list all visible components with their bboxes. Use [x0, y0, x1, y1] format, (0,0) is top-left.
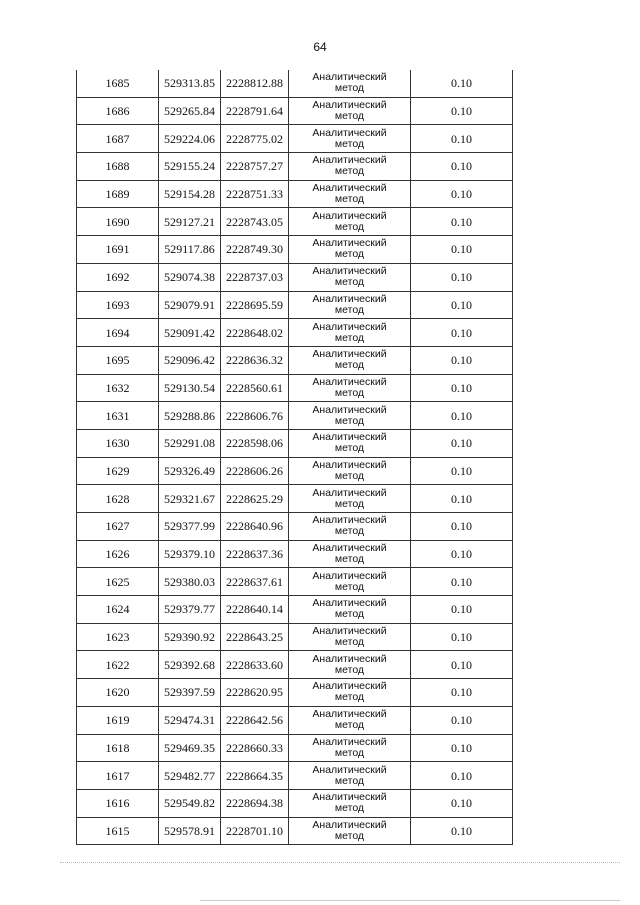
accuracy-cell: 0.10 [411, 679, 513, 707]
accuracy-cell: 0.10 [411, 817, 513, 845]
method-line-1: Аналитический [312, 818, 387, 831]
point-number-cell: 1623 [77, 623, 159, 651]
accuracy-cell: 0.10 [411, 153, 513, 181]
x-coordinate-cell: 529482.77 [159, 762, 221, 790]
point-number-cell: 1695 [77, 346, 159, 374]
method-line-1: Аналитический [312, 542, 387, 555]
table-row [77, 208, 513, 236]
x-coordinate-cell: 529155.24 [159, 153, 221, 181]
table-row [77, 734, 513, 762]
table-row [77, 540, 513, 568]
coordinates-table-body [77, 70, 513, 845]
method-line-1: Аналитический [312, 625, 387, 638]
point-number-cell: 1617 [77, 762, 159, 790]
accuracy-cell: 0.10 [411, 762, 513, 790]
table-row [77, 291, 513, 319]
y-coordinate-cell: 2228664.35 [221, 762, 289, 790]
method-line-2: метод [334, 802, 365, 815]
x-coordinate-cell: 529074.38 [159, 263, 221, 291]
table-row [77, 485, 513, 513]
accuracy-cell: 0.10 [411, 402, 513, 430]
y-coordinate-cell: 2228560.61 [221, 374, 289, 402]
method-cell [289, 319, 411, 347]
y-coordinate-cell: 2228637.36 [221, 540, 289, 568]
y-coordinate-cell: 2228737.03 [221, 263, 289, 291]
table-row [77, 374, 513, 402]
x-coordinate-cell: 529578.91 [159, 817, 221, 845]
x-coordinate-cell: 529390.92 [159, 623, 221, 651]
point-number-cell: 1693 [77, 291, 159, 319]
accuracy-cell: 0.10 [411, 346, 513, 374]
accuracy-cell: 0.10 [411, 623, 513, 651]
y-coordinate-cell: 2228743.05 [221, 208, 289, 236]
table-row [77, 97, 513, 125]
method-line-2: метод [334, 248, 365, 261]
method-cell [289, 623, 411, 651]
method-cell [289, 346, 411, 374]
accuracy-cell: 0.10 [411, 125, 513, 153]
x-coordinate-cell: 529397.59 [159, 679, 221, 707]
method-line-1: Аналитический [312, 431, 387, 444]
point-number-cell: 1620 [77, 679, 159, 707]
y-coordinate-cell: 2228606.26 [221, 457, 289, 485]
method-line-2: метод [334, 580, 365, 593]
y-coordinate-cell: 2228694.38 [221, 789, 289, 817]
method-line-2: метод [334, 525, 365, 538]
method-line-1: Аналитический [312, 320, 387, 333]
table-row [77, 623, 513, 651]
point-number-cell: 1627 [77, 513, 159, 541]
page-number: 64 [313, 40, 327, 54]
table-row [77, 651, 513, 679]
method-line-1: Аналитический [312, 403, 387, 416]
method-line-2: метод [334, 691, 365, 704]
accuracy-cell: 0.10 [411, 651, 513, 679]
method-line-1: Аналитический [312, 182, 387, 195]
method-line-1: Аналитический [312, 458, 387, 471]
accuracy-cell: 0.10 [411, 596, 513, 624]
point-number-cell: 1631 [77, 402, 159, 430]
method-line-2: метод [334, 137, 365, 150]
method-line-1: Аналитический [312, 735, 387, 748]
method-line-2: метод [334, 746, 365, 759]
method-cell [289, 596, 411, 624]
method-line-2: метод [334, 414, 365, 427]
accuracy-cell: 0.10 [411, 374, 513, 402]
method-line-1: Аналитический [312, 763, 387, 776]
accuracy-cell: 0.10 [411, 70, 513, 97]
x-coordinate-cell: 529377.99 [159, 513, 221, 541]
table-row [77, 789, 513, 817]
x-coordinate-cell: 529474.31 [159, 706, 221, 734]
table-row [77, 457, 513, 485]
x-coordinate-cell: 529392.68 [159, 651, 221, 679]
y-coordinate-cell: 2228620.95 [221, 679, 289, 707]
x-coordinate-cell: 529265.84 [159, 97, 221, 125]
table-row [77, 263, 513, 291]
accuracy-cell: 0.10 [411, 540, 513, 568]
table-row [77, 513, 513, 541]
method-cell [289, 679, 411, 707]
method-line-1: Аналитический [312, 265, 387, 278]
y-coordinate-cell: 2228643.25 [221, 623, 289, 651]
method-line-1: Аналитический [312, 652, 387, 665]
accuracy-cell: 0.10 [411, 236, 513, 264]
method-cell [289, 485, 411, 513]
x-coordinate-cell: 529469.35 [159, 734, 221, 762]
accuracy-cell: 0.10 [411, 208, 513, 236]
method-line-1: Аналитический [312, 154, 387, 167]
method-line-1: Аналитический [312, 680, 387, 693]
x-coordinate-cell: 529127.21 [159, 208, 221, 236]
x-coordinate-cell: 529291.08 [159, 429, 221, 457]
point-number-cell: 1632 [77, 374, 159, 402]
method-line-2: метод [334, 276, 365, 289]
coordinates-table [76, 70, 513, 845]
method-line-1: Аналитический [312, 514, 387, 527]
method-line-1: Аналитический [312, 375, 387, 388]
y-coordinate-cell: 2228625.29 [221, 485, 289, 513]
method-cell [289, 817, 411, 845]
x-coordinate-cell: 529321.67 [159, 485, 221, 513]
accuracy-cell: 0.10 [411, 485, 513, 513]
method-line-2: метод [334, 359, 365, 372]
x-coordinate-cell: 529096.42 [159, 346, 221, 374]
point-number-cell: 1619 [77, 706, 159, 734]
y-coordinate-cell: 2228633.60 [221, 651, 289, 679]
y-coordinate-cell: 2228642.56 [221, 706, 289, 734]
accuracy-cell: 0.10 [411, 429, 513, 457]
x-coordinate-cell: 529549.82 [159, 789, 221, 817]
x-coordinate-cell: 529091.42 [159, 319, 221, 347]
method-line-2: метод [334, 165, 365, 178]
table-row [77, 762, 513, 790]
point-number-cell: 1694 [77, 319, 159, 347]
method-cell [289, 540, 411, 568]
method-line-2: метод [334, 636, 365, 649]
method-line-2: метод [334, 774, 365, 787]
method-cell [289, 374, 411, 402]
method-line-1: Аналитический [312, 209, 387, 222]
method-cell [289, 568, 411, 596]
x-coordinate-cell: 529288.86 [159, 402, 221, 430]
accuracy-cell: 0.10 [411, 706, 513, 734]
method-cell [289, 97, 411, 125]
x-coordinate-cell: 529380.03 [159, 568, 221, 596]
point-number-cell: 1630 [77, 429, 159, 457]
table-row [77, 70, 513, 97]
y-coordinate-cell: 2228695.59 [221, 291, 289, 319]
method-line-2: метод [334, 553, 365, 566]
accuracy-cell: 0.10 [411, 789, 513, 817]
method-line-2: метод [334, 497, 365, 510]
table-row [77, 319, 513, 347]
method-cell [289, 402, 411, 430]
method-line-1: Аналитический [312, 486, 387, 499]
accuracy-cell: 0.10 [411, 263, 513, 291]
point-number-cell: 1624 [77, 596, 159, 624]
point-number-cell: 1686 [77, 97, 159, 125]
method-line-1: Аналитический [312, 569, 387, 582]
table-row [77, 817, 513, 845]
accuracy-cell: 0.10 [411, 291, 513, 319]
table-row [77, 236, 513, 264]
method-cell [289, 734, 411, 762]
method-cell [289, 125, 411, 153]
x-coordinate-cell: 529379.10 [159, 540, 221, 568]
method-cell [289, 457, 411, 485]
accuracy-cell: 0.10 [411, 568, 513, 596]
method-line-1: Аналитический [312, 708, 387, 721]
method-cell [289, 291, 411, 319]
y-coordinate-cell: 2228749.30 [221, 236, 289, 264]
y-coordinate-cell: 2228757.27 [221, 153, 289, 181]
x-coordinate-cell: 529117.86 [159, 236, 221, 264]
x-coordinate-cell: 529079.91 [159, 291, 221, 319]
scan-artifact-line [200, 900, 620, 902]
method-line-2: метод [334, 386, 365, 399]
x-coordinate-cell: 529379.77 [159, 596, 221, 624]
method-cell [289, 706, 411, 734]
method-line-2: метод [334, 82, 365, 95]
point-number-cell: 1692 [77, 263, 159, 291]
y-coordinate-cell: 2228640.96 [221, 513, 289, 541]
accuracy-cell: 0.10 [411, 734, 513, 762]
method-line-1: Аналитический [312, 99, 387, 112]
point-number-cell: 1625 [77, 568, 159, 596]
method-line-1: Аналитический [312, 791, 387, 804]
point-number-cell: 1689 [77, 180, 159, 208]
method-line-2: метод [334, 719, 365, 732]
y-coordinate-cell: 2228606.76 [221, 402, 289, 430]
method-cell [289, 153, 411, 181]
method-cell [289, 263, 411, 291]
method-line-2: метод [334, 331, 365, 344]
method-line-1: Аналитический [312, 237, 387, 250]
point-number-cell: 1629 [77, 457, 159, 485]
table-row [77, 402, 513, 430]
method-cell [289, 651, 411, 679]
point-number-cell: 1615 [77, 817, 159, 845]
accuracy-cell: 0.10 [411, 97, 513, 125]
accuracy-cell: 0.10 [411, 319, 513, 347]
point-number-cell: 1688 [77, 153, 159, 181]
method-cell [289, 789, 411, 817]
method-line-2: метод [334, 220, 365, 233]
x-coordinate-cell: 529224.06 [159, 125, 221, 153]
point-number-cell: 1616 [77, 789, 159, 817]
table-row [77, 429, 513, 457]
method-line-1: Аналитический [312, 71, 387, 84]
y-coordinate-cell: 2228640.14 [221, 596, 289, 624]
table-row [77, 125, 513, 153]
method-cell [289, 236, 411, 264]
method-line-2: метод [334, 829, 365, 842]
y-coordinate-cell: 2228636.32 [221, 346, 289, 374]
method-line-1: Аналитический [312, 597, 387, 610]
accuracy-cell: 0.10 [411, 180, 513, 208]
scan-artifact-line [60, 862, 620, 865]
point-number-cell: 1628 [77, 485, 159, 513]
table-row [77, 153, 513, 181]
y-coordinate-cell: 2228660.33 [221, 734, 289, 762]
y-coordinate-cell: 2228701.10 [221, 817, 289, 845]
y-coordinate-cell: 2228648.02 [221, 319, 289, 347]
method-line-2: метод [334, 110, 365, 123]
method-cell [289, 513, 411, 541]
accuracy-cell: 0.10 [411, 513, 513, 541]
point-number-cell: 1685 [77, 70, 159, 97]
method-line-1: Аналитический [312, 348, 387, 361]
point-number-cell: 1691 [77, 236, 159, 264]
method-cell [289, 180, 411, 208]
y-coordinate-cell: 2228775.02 [221, 125, 289, 153]
x-coordinate-cell: 529326.49 [159, 457, 221, 485]
table-row [77, 679, 513, 707]
table-row [77, 346, 513, 374]
point-number-cell: 1687 [77, 125, 159, 153]
accuracy-cell: 0.10 [411, 457, 513, 485]
point-number-cell: 1618 [77, 734, 159, 762]
y-coordinate-cell: 2228751.33 [221, 180, 289, 208]
x-coordinate-cell: 529130.54 [159, 374, 221, 402]
y-coordinate-cell: 2228791.64 [221, 97, 289, 125]
method-cell [289, 762, 411, 790]
method-cell [289, 208, 411, 236]
point-number-cell: 1622 [77, 651, 159, 679]
method-line-2: метод [334, 663, 365, 676]
table-row [77, 596, 513, 624]
method-line-1: Аналитический [312, 292, 387, 305]
method-line-2: метод [334, 469, 365, 482]
y-coordinate-cell: 2228812.88 [221, 70, 289, 97]
method-line-2: метод [334, 303, 365, 316]
method-cell [289, 70, 411, 97]
point-number-cell: 1626 [77, 540, 159, 568]
method-cell [289, 429, 411, 457]
x-coordinate-cell: 529313.85 [159, 70, 221, 97]
y-coordinate-cell: 2228637.61 [221, 568, 289, 596]
method-line-2: метод [334, 193, 365, 206]
point-number-cell: 1690 [77, 208, 159, 236]
method-line-2: метод [334, 442, 365, 455]
y-coordinate-cell: 2228598.06 [221, 429, 289, 457]
table-row [77, 568, 513, 596]
table-row [77, 706, 513, 734]
table-row [77, 180, 513, 208]
x-coordinate-cell: 529154.28 [159, 180, 221, 208]
method-line-1: Аналитический [312, 126, 387, 139]
method-line-2: метод [334, 608, 365, 621]
